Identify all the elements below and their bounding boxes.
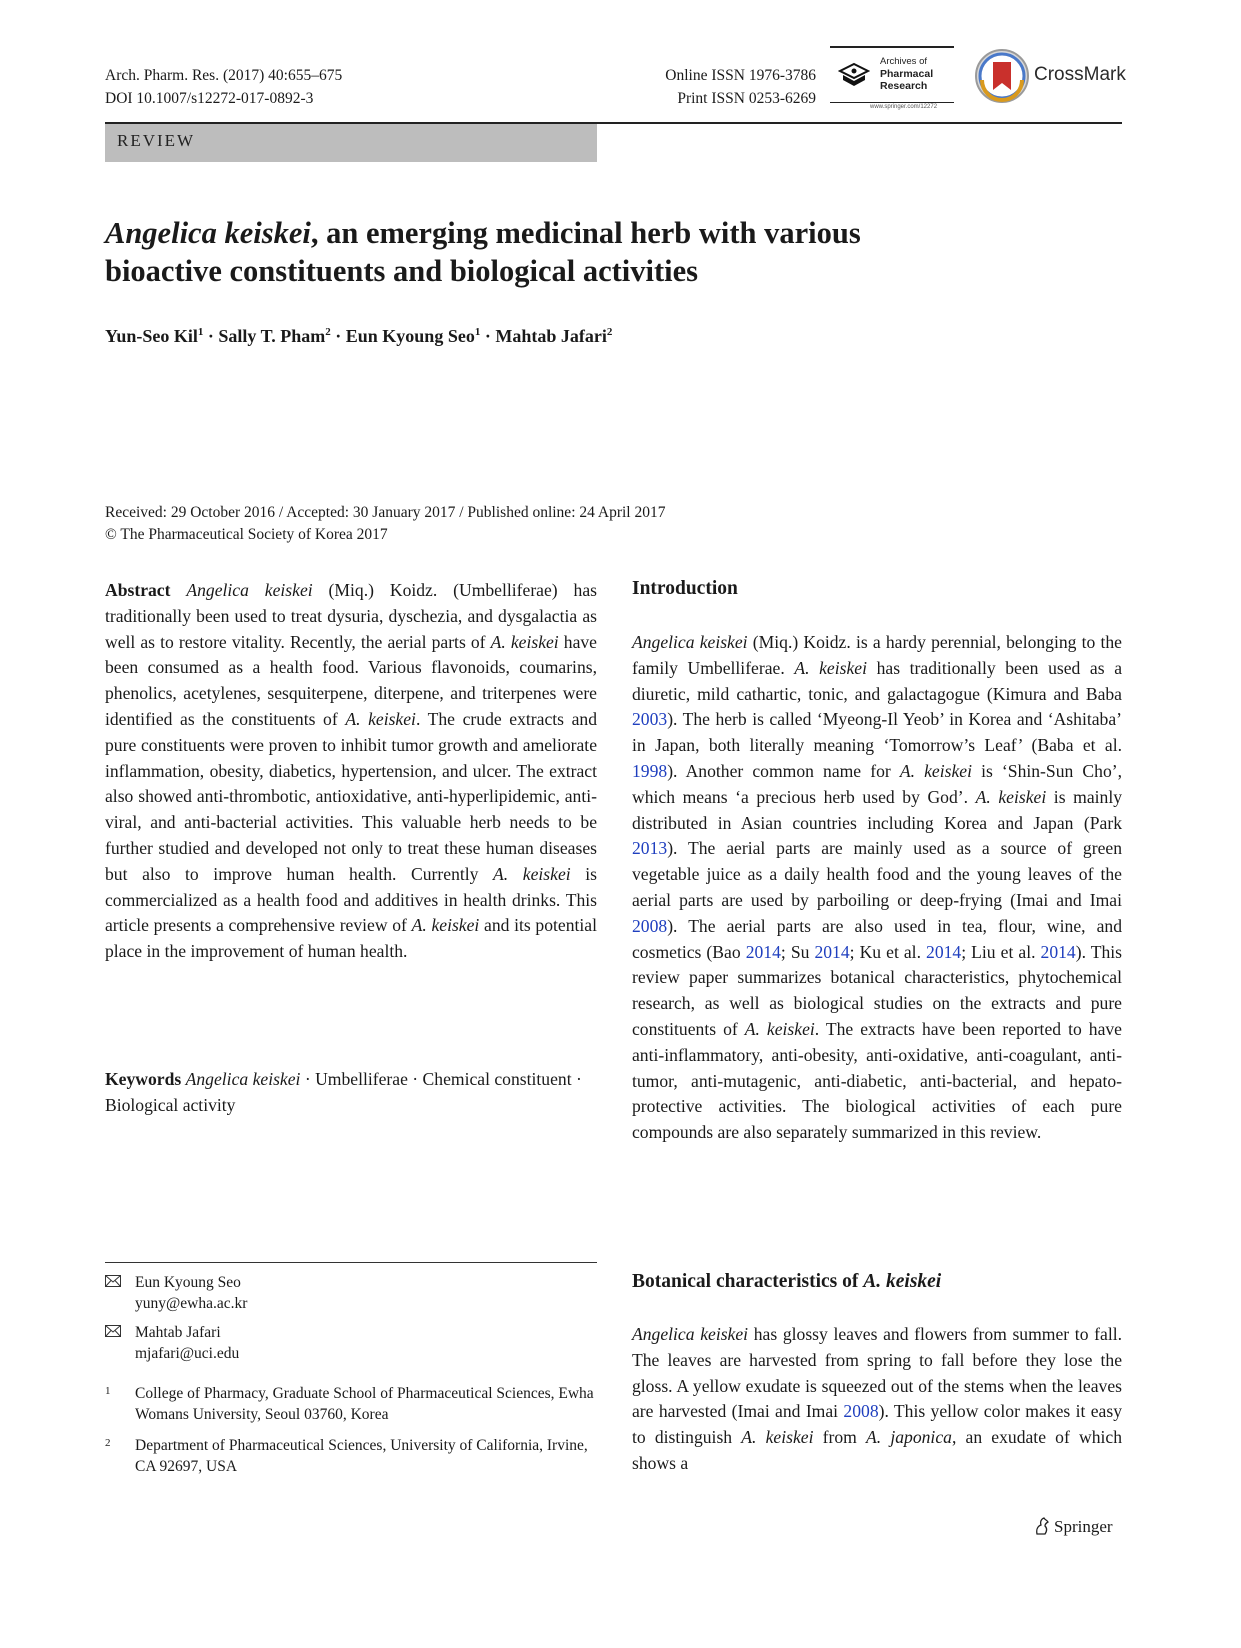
logo-line-3: Research <box>880 80 928 92</box>
logo-line-2: Pharmacal <box>880 68 934 80</box>
intro-text: A. keiskei <box>744 1018 815 1039</box>
intro-text: A. keiskei <box>899 760 972 781</box>
abstract-text: is commercialized as a health food and additives in health drinks. This article presents a comprehensive review of <box>105 863 597 936</box>
keywords-label: Keywords <box>105 1069 182 1089</box>
abstract-text: A. keiskei <box>345 708 416 729</box>
affiliation-text: Department of Pharmaceutical Sciences, University of California, Irvine, CA 92697, USA <box>135 1437 588 1475</box>
intro-text: . The extracts have been reported to have anti-inflammatory, anti-obesity, anti-oxidative, anti-coagulant, anti-tumor, anti-mutagenic, anti-diabetic, anti-bacterial, and hepato-protective activities. The biological activities of each pure compounds are also separately summarized in this review. <box>632 1018 1122 1143</box>
print-issn: Print ISSN 0253-6269 <box>677 90 816 107</box>
botanical-body <box>632 1322 1122 1477</box>
botanical-text: A. japonica <box>866 1427 952 1448</box>
abstract-label: Abstract <box>105 580 171 600</box>
crossmark-label: CrossMark <box>1034 64 1126 85</box>
botanical-text: A. keiskei <box>741 1427 814 1448</box>
botanical-text: ). This yellow color makes it easy to distinguish <box>632 1401 1122 1448</box>
author-separator: · <box>330 326 346 346</box>
intro-text: ). Another common name for <box>667 760 900 781</box>
logo-bottom-rule <box>830 102 954 103</box>
crossmark-badge[interactable] <box>974 48 1124 106</box>
intro-text: ). The herb is called ‘Myeong-Il Yeob’ in Korea and ‘Ashitaba’ in Japan, both literally meaning ‘Tomorrow’s Leaf’ (Baba et al. <box>632 709 1122 756</box>
intro-text: ; Liu et al. <box>961 941 1041 962</box>
affiliation <box>105 1383 597 1425</box>
botanical-text: Angelica keiskei <box>632 1324 749 1344</box>
intro-text: ). This review paper summarizes botanical characteristics, phytochemical research, as well as biological studies on the extracts and pure constituents of <box>632 941 1122 1039</box>
correspondent-name: Mahtab Jafari <box>135 1324 221 1341</box>
publisher-name: Springer <box>1054 1517 1113 1536</box>
abstract-text: (Miq.) Koidz. (Umbelliferae) has traditionally been used to treat dysuria, dyschezia, and dysgalactia as well as to restore vitality. Recently, the aerial parts of <box>105 580 597 652</box>
open-book-icon <box>838 60 870 90</box>
abstract-text: and its potential place in the improvement of human health. <box>105 915 597 962</box>
logo-top-rule <box>830 46 954 48</box>
affiliation-number: 1 <box>105 1385 111 1397</box>
author-affiliation: 2 <box>606 326 613 338</box>
intro-text: is mainly distributed in Asian countries including Korea and Japan (Park <box>632 786 1123 833</box>
section-heading-introduction: Introduction <box>632 578 738 599</box>
citation-link[interactable]: 2014 <box>926 941 962 962</box>
keyword-list: · Umbelliferae · Chemical constituent · Biological activity <box>105 1069 582 1115</box>
heading-species: A. keiskei <box>863 1271 942 1292</box>
footnote-rule <box>105 1262 597 1263</box>
author-list <box>105 326 612 347</box>
citation-link[interactable]: 2014 <box>1040 941 1076 962</box>
author-name[interactable]: Mahtab Jafari <box>495 326 607 346</box>
author-name[interactable]: Sally T. Pham <box>218 326 326 346</box>
citation-link[interactable]: 2008 <box>632 915 668 936</box>
keyword: Angelica keiskei <box>185 1069 301 1089</box>
title-species: Angelica keiskei <box>105 216 311 250</box>
intro-text: has traditionally been used as a diuretic, mild cathartic, tonic, and galactagogue (Kimura and Baba <box>632 657 1123 704</box>
intro-text: ). The aerial parts are also used in tea, flour, wine, and cosmetics (Bao <box>632 915 1122 962</box>
abstract-text: have been consumed as a health food. Various flavonoids, coumarins, phenolics, acetylenes, sesquiterpene, diterpene, and triterpenes were identified as the constituents of <box>105 631 597 729</box>
citation-link[interactable]: 2008 <box>843 1401 879 1422</box>
botanical-text: has glossy leaves and flowers from summer to fall. The leaves are harvested from spring to fall before they lose the gloss. A yellow exudate is squeezed out of the stems when the leaves are harvested (Imai and Imai <box>632 1324 1122 1422</box>
citation-link[interactable]: 1998 <box>632 760 668 781</box>
correspondence-item <box>105 1272 597 1314</box>
abstract <box>105 578 597 965</box>
author-separator: · <box>203 326 219 346</box>
title-line-2: bioactive constituents and biological activities <box>105 254 699 288</box>
intro-text: A. keiskei <box>975 786 1047 807</box>
doi-text: DOI 10.1007/s12272-017-0892-3 <box>105 90 314 107</box>
crossmark-icon <box>974 48 1030 104</box>
keywords <box>105 1067 597 1119</box>
citation-link[interactable]: 2013 <box>632 838 668 859</box>
abstract-text: A. keiskei <box>411 915 480 936</box>
publication-dates <box>105 502 665 546</box>
intro-text: Angelica keiskei <box>632 632 748 652</box>
abstract-text: . The crude extracts and pure constituents were proven to inhibit tumor growth and ameliorate inflammation, obesity, diabetics, hypertension, and ulcer. The extract also showed anti-thrombotic, antioxidative, anti-hyperlipidemic, anti-viral, and anti-bacterial activities. This valuable herb needs to be further studied and developed not only to treat these human diseases but also to improve human health. Currently <box>105 708 597 884</box>
abstract-text: Angelica keiskei <box>186 580 313 600</box>
citation-text: Arch. Pharm. Res. (2017) 40:655–675 <box>105 67 343 84</box>
affiliation <box>105 1435 597 1477</box>
intro-text: ; Su <box>780 941 815 962</box>
envelope-icon <box>105 1275 121 1287</box>
intro-text: is ‘Shin-Sun Cho’, which means ‘a precious herb used by God’. <box>632 760 1122 807</box>
intro-text: (Miq.) Koidz. is a hardy perennial, belonging to the family Umbelliferae. <box>632 632 1122 678</box>
author-name[interactable]: Eun Kyoung Seo <box>345 326 475 346</box>
article-type-banner <box>105 124 597 162</box>
section-heading-botanical <box>632 1271 941 1293</box>
citation-link[interactable]: 2003 <box>632 709 668 730</box>
correspondent-email[interactable]: yuny@ewha.ac.kr <box>135 1295 248 1312</box>
intro-text: ). The aerial parts are mainly used as a source of green vegetable juice as a daily health food and the young leaves of the aerial parts are used by parboiling or deep-frying (Imai and Imai <box>632 838 1122 910</box>
introduction-body <box>632 630 1122 1146</box>
intro-text: A. keiskei <box>794 657 867 678</box>
correspondent-name: Eun Kyoung Seo <box>135 1274 241 1291</box>
journal-logo[interactable] <box>830 46 954 110</box>
springer-horse-icon <box>1033 1516 1051 1536</box>
copyright-notice: © The Pharmaceutical Society of Korea 2017 <box>105 526 388 543</box>
author-separator: · <box>480 326 496 346</box>
logo-url: www.springer.com/12272 <box>870 104 938 110</box>
citation-link[interactable]: 2014 <box>745 941 781 962</box>
online-issn: Online ISSN 1976-3786 <box>665 67 816 84</box>
author-affiliation: 1 <box>474 326 481 338</box>
botanical-text: , an exudate of which shows a <box>632 1427 1123 1473</box>
botanical-text: from <box>813 1427 867 1448</box>
publisher-logo <box>1033 1516 1113 1537</box>
author-name[interactable]: Yun-Seo Kil <box>105 326 198 346</box>
history-dates: Received: 29 October 2016 / Accepted: 30 January 2017 / Published online: 24 April 2017 <box>105 504 666 521</box>
abstract-text: A. keiskei <box>493 863 571 884</box>
correspondent-email[interactable]: mjafari@uci.edu <box>135 1345 240 1362</box>
logo-line-1: Archives of <box>880 56 927 67</box>
correspondence-item <box>105 1322 597 1364</box>
journal-citation <box>105 64 342 110</box>
heading-text: Botanical characteristics of <box>632 1271 864 1292</box>
article-title <box>105 214 1005 290</box>
issn-block <box>600 64 816 110</box>
affiliation-number: 2 <box>105 1437 111 1449</box>
intro-text: ; Ku et al. <box>849 941 927 962</box>
envelope-icon <box>105 1325 121 1337</box>
author-affiliation: 2 <box>325 326 331 338</box>
citation-link[interactable]: 2014 <box>814 941 850 962</box>
author-affiliation: 1 <box>197 326 204 338</box>
title-line-1: , an emerging medicinal herb with various <box>310 216 861 250</box>
article-type: REVIEW <box>117 131 196 150</box>
affiliation-text: College of Pharmacy, Graduate School of Pharmaceutical Sciences, Ewha Womans University, Seoul 03760, Korea <box>135 1385 594 1423</box>
abstract-text: A. keiskei <box>490 631 559 652</box>
